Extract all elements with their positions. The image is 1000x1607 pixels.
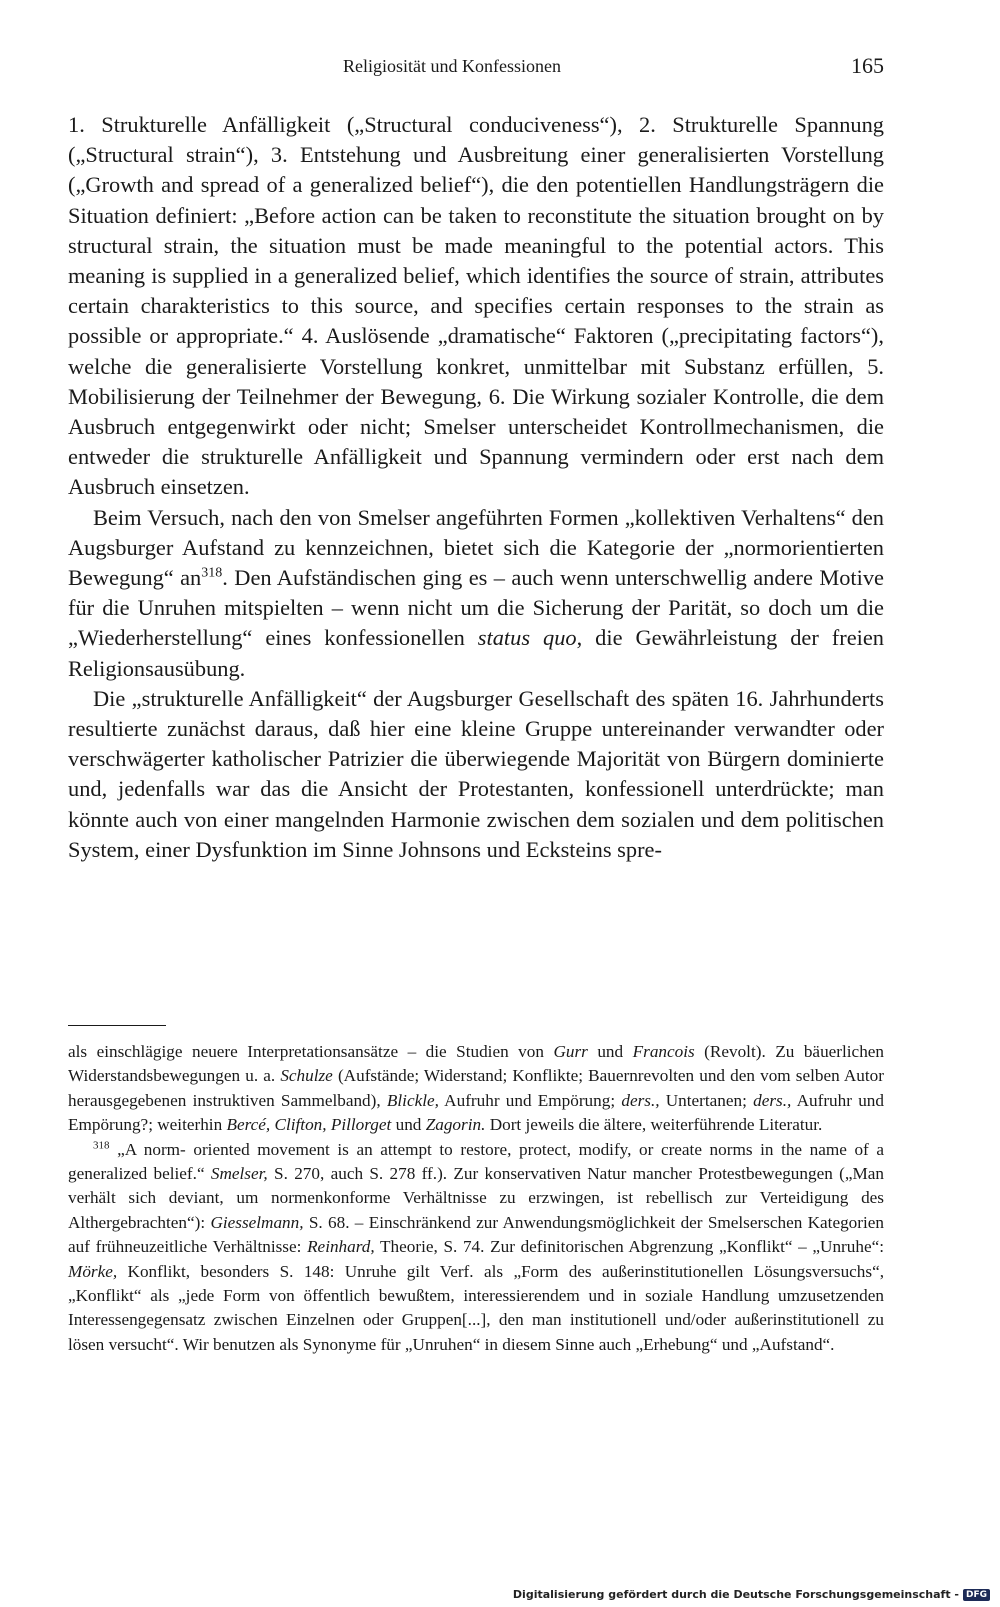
paragraph-1: 1. Strukturelle Anfälligkeit („Structural conduciveness“), 2. Strukturelle Spannung („Structural strain“), 3. Entstehung und Ausbreitung einer generalisierten Vorstellung („Growth and spread of a generalized belief“), die den potentiellen Handlungsträgern die Situation definiert: „Before action can be taken to reconstitute the situation brought on by structural strain, the situation must be made meaningful to the potential actors. This meaning is supplied in a generalized belief, which identifies the source of strain, attributes certain charakteristics to this source, and specifies certain responses to the strain as possible or appropriate.“ 4. Auslösende „dramatische“ Faktoren („precipitating factors“), welche die generalisierte Vorstellung konkret, unmittelbar mit Substanz erfüllen, 5. Mobilisierung der Teilnehmer der Bewegung, 6. Die Wirkung sozialer Kontrolle, die dem Ausbruch entgegenwirkt oder nicht; Smelser unterscheidet Kontrollmechanismen, die entweder die strukturelle Anfälligkeit und Spannung vermindern oder erst nach dem Ausbruch einsetzen. [68, 112, 884, 500]
footnote-318: $^{318}$ „A norm- oriented movement is an attempt to restore, protect, modify, or create norms in the name of a generalized belief.“ Smelser, S. 270, auch S. 278 ff.). Zur konservativen Natur mancher Protestbewegungen („Man verhält sich deviant, um normenkonforme Verhältnisse zu erzwingen, ist rebellisch zur Verteidigung des Althergebrachten“): Giesselmann, S. 68. – Einschränkend zur Anwendungsmöglichkeit der Smelserschen Kategorien auf frühneuzeitliche Verhältnisse: Reinhard, Theorie, S. 74. Zur definitorischen Abgrenzung „Konflikt“ – „Unruhe“: Mörke, Konflikt, besonders S. 148: Unruhe gilt Verf. als „Form des außerinstitutionellen Lösungsversuchs“, „Konflikt“ als „jede Form von öffentlich bewußtem, interessierendem und in soziale Handlung umzusetzenden Interessengegensatz zwischen Einzelnen oder Gruppen[...], den man institutionell und/oder außerinstitutionell zu lösen versucht“. Wir benutzen als Synonyme für „Unruhen“ in diesem Sinne auch „Erhebung“ und „Aufstand“. [68, 1138, 884, 1354]
digitization-credit [513, 1588, 990, 1601]
page-number: 165 [851, 53, 884, 78]
footnote-reference-318[interactable]: 318 [201, 565, 223, 581]
footnotes [68, 1040, 884, 1357]
footnote-continuation: als einschlägige neuere Interpretationsansätze – die Studien von Gurr und Francois (Revolt). Zu bäuerlichen Widerstandsbewegungen u. a. Schulze (Aufstände; Widerstand; Konflikte; Bauernrevolten und den vom selben Autor herausgegebenen instruktiven Sammelband), Blickle, Aufruhr und Empörung; ders., Untertanen; ders., Aufruhr und Empörung?; weiterhin Bercé, Clifton, Pillorget und Zagorin. Dort jeweils die ältere, weiterführende Literatur. [68, 1042, 885, 1135]
dfg-logo-icon: DFG [963, 1589, 990, 1601]
main-text [68, 110, 884, 865]
credit-text: Digitalisierung gefördert durch die Deutsche Forschungsgemeinschaft - [512, 1588, 959, 1601]
running-head: Religiosität und Konfessionen [343, 56, 561, 76]
paragraph-3: Die „strukturelle Anfälligkeit“ der Augsburger Gesellschaft des späten 16. Jahrhunderts resultierte zunächst daraus, daß hier eine kleine Gruppe untereinander verwandter oder verschwägerter katholischer Patrizier die überwiegende Majorität von Bürgern dominierte und, jedenfalls war das die Ansicht der Protestanten, konfessionell unterdrückte; man könnte auch von einer mangelnden Harmonie zwischen dem sozialen und dem politischen System, einer Dysfunktion im Sinne Johnsons und Ecksteins spre- [68, 685, 884, 862]
footnote-number: 318 [93, 1138, 110, 1151]
book-page [68, 0, 884, 1607]
page-header [68, 53, 884, 86]
paragraph-2: Beim Versuch, nach den von Smelser angeführten Formen „kollektiven Verhaltens“ den Augsburger Aufstand zu kennzeichnen, bietet sich die Kategorie der „normorientierten Bewegung“ $an^{318}$. Den Aufständischen ging es – auch wenn unterschwellig andere Motive für die Unruhen mitspielten – wenn nicht um die Sicherung der Parität, so doch um die „Wiederherstellung“ eines konfessionellen status quo, die Gewährleistung der freien Religionsausübung. [68, 504, 884, 681]
footnote-separator [68, 1025, 166, 1026]
